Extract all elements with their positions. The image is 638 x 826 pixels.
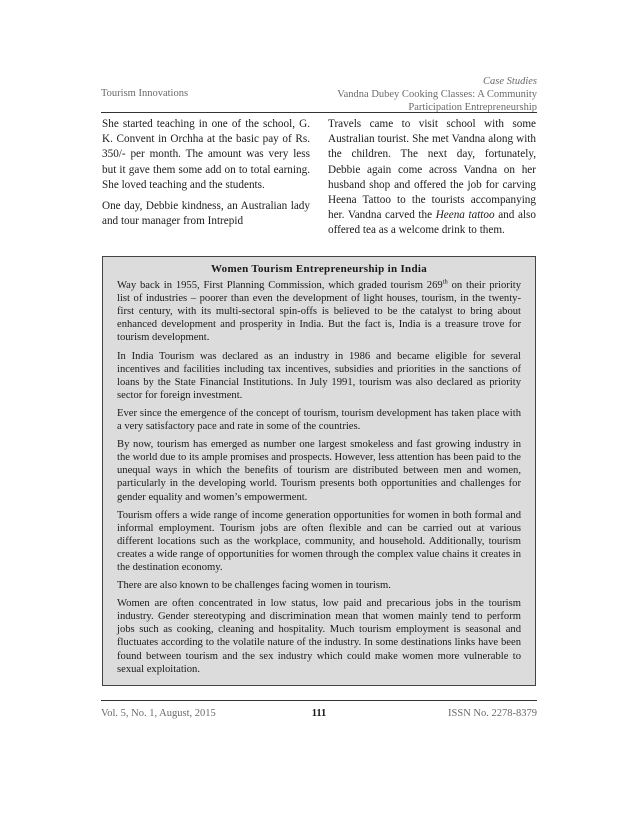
left-text-column: [102, 117, 310, 235]
header-divider: [101, 112, 537, 113]
paragraph: [328, 117, 536, 239]
box-paragraph: By now, tourism has emerged as number one largest smokeless and fast growing industry in the world due to its ample promises and prospects. However, less attention has been paid to the unequal ways in which the benefits of tourism are distributed between men and women, particularly in the developing world. Tourism presents both opportunities and challenges for gender equality and women’s empowerment.: [117, 439, 521, 503]
box-paragraph: Tourism offers a wide range of income generation opportunities for women in both formal and informal employment. Tourism jobs are often flexible and can be carried out at various different locations such as the workplace, community, and household. Additionally, tourism creates a wide range of opportunities for women through the complex value chains it creates in the destination economy.: [117, 509, 521, 573]
box-paragraph: Women are often concentrated in low status, low paid and precarious jobs in the tourism industry. Gender stereotyping and discrimination mean that women mainly tend to perform jobs such as cooking, cleaning and hospitality. Much tourism employment is seasonal and fluctuates according to the volatile nature of the industry. In some destinations links have been found between tourism and the sex industry which could make women more vulnerable to sexual exploitation.: [117, 598, 521, 675]
article-header: [297, 75, 537, 114]
footer-volume: Vol. 5, No. 1, August, 2015: [101, 708, 216, 719]
journal-section-header: Tourism Innovations: [101, 88, 189, 99]
paragraph: She started teaching in one of the school, G. K. Convent in Orchha at the basic pay of Rs. 350/- per month. The amount was very less but it gave them some add on to total earning. She loved teaching and the students.: [102, 118, 310, 191]
footer-divider: [101, 700, 537, 701]
page-number: 111: [311, 708, 327, 719]
right-text-column: [328, 117, 536, 245]
category-label: Case Studies: [483, 76, 537, 87]
box-title: Women Tourism Entrepreneurship in India: [210, 263, 428, 275]
text-run: and also offered tea as a welcome drink to them.: [328, 209, 536, 237]
box-paragraph: Ever since the emergence of the concept of tourism, tourism development has taken place with a very satisfactory pace and rate in some of the countries.: [117, 407, 521, 433]
box-paragraph: There are also known to be challenges facing women in tourism.: [117, 580, 391, 592]
text-run: on their priority list of industries – poorer than even the development of light houses, tourism, in the twenty- first century, with its multi-sectoral spin-offs is believed to be the catalyst to bring about enhanced development and prosperity in India. But the fact is, India is a treasure trove for tourism development.: [117, 280, 522, 344]
article-title-line-2: Participation Entrepreneurship: [408, 102, 537, 113]
text-run: Travels came to visit school with some Australian tourist. She met Vandna along with the children. The next day, fortunately, Debbie again come across Vandna on her husband shop and offered the job for carving Heena Tattoo to the tourists accompanying her. Vandna carved the: [328, 118, 536, 222]
ordinal-superscript: th: [442, 278, 448, 286]
paragraph: One day, Debbie kindness, an Australian lady and tour manager from Intrepid: [102, 200, 310, 228]
italic-term: Heena tattoo: [435, 209, 495, 222]
text-run: Way back in 1955, First Planning Commission, which graded tourism 269: [117, 280, 443, 292]
footer-issn: ISSN No. 2278-8379: [448, 708, 537, 719]
box-paragraph: [117, 279, 521, 344]
box-paragraph: In India Tourism was declared as an industry in 1986 and became eligible for several incentives and facilities including tax incentives, subsidies and priorities in the sanctions of loans by the State Financial Institutions. In July 1991, tourism was also declared as priority sector for foreign investment.: [117, 350, 521, 401]
sidebar-box: [102, 256, 536, 686]
article-title-line-1: Vandna Dubey Cooking Classes: A Community: [337, 89, 537, 100]
